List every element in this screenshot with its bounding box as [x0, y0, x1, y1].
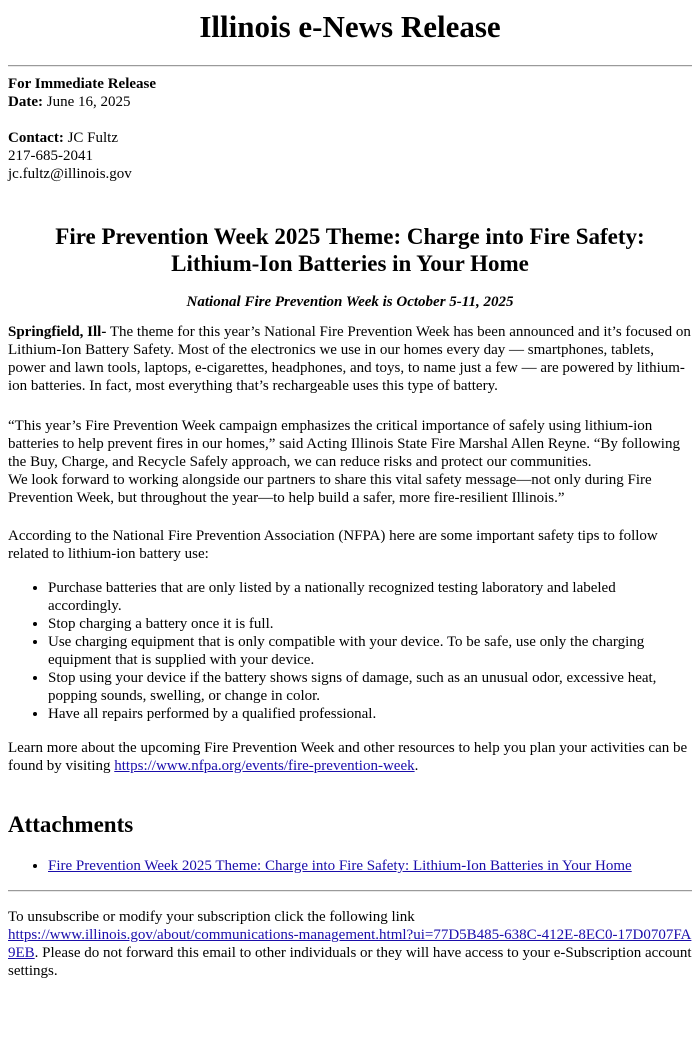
paragraph-1: Springfield, Ill- The theme for this year’s National Fire Prevention Week has been announced and it’s focused on Lithium-Ion Battery Safety. Most of the electronics we use in our homes every day — smartphones, tablets, power and lawn tools, laptops, e-cigarettes, headphones, and toys, to name just a few — are powered by lithium-ion batteries. In fact, most everything that’s rechargeable uses this type of battery. [8, 324, 691, 394]
page-title: Illinois e-News Release [199, 9, 501, 44]
list-item: • Use charging equipment that is only compatible with your device. To be safe, use only the charging equipment that is supplied with your device. [48, 633, 692, 669]
attachment-link[interactable]: Fire Prevention Week 2025 Theme: Charge into Fire Safety: Lithium-Ion Batteries in Your Home [48, 858, 632, 874]
contact-email: jc.fultz@illinois.gov [8, 166, 132, 182]
header-divider [8, 65, 692, 67]
unsubscribe-link[interactable]: https://www.illinois.gov/about/communications-management.html?ui=77D5B485-638C-412E-8EC0-17D0707FA9EB [8, 927, 692, 961]
contact-phone: 217-685-2041 [8, 148, 93, 164]
list-item: • Stop using your device if the battery shows signs of damage, such as an unusual odor, excessive heat, popping sounds, swelling, or change in color. [48, 669, 692, 705]
safety-tips-list [8, 579, 692, 723]
release-meta [8, 75, 692, 183]
release-label: For Immediate Release [8, 76, 157, 92]
contact-label: Contact: [8, 130, 64, 146]
footer-text: To unsubscribe or modify your subscription click the following link [8, 909, 415, 925]
date-label: Date: [8, 94, 43, 110]
paragraph-nfpa: According to the National Fire Prevention Association (NFPA) here are some important safety tips to follow related to lithium-ion battery use: [8, 528, 658, 562]
list-item: • Stop charging a battery once it is full. [48, 615, 692, 633]
paragraph-quote-continued: We look forward to working alongside our partners to share this vital safety message—not only during Fire Prevention Week, but throughout the year—to help build a safer, more fire-resilient Illinois.” [8, 472, 652, 506]
attachments-heading: Attachments [8, 812, 134, 837]
date-value: June 16, 2025 [42, 94, 131, 110]
article-headline: Fire Prevention Week 2025 Theme: Charge into Fire Safety: Lithium-Ion Batteries in Your Home [55, 224, 645, 276]
list-item: • Purchase batteries that are only listed by a nationally recognized testing laboratory and labeled accordingly. [48, 579, 692, 615]
article-subhead: National Fire Prevention Week is October 5-11, 2025 [186, 294, 514, 310]
paragraph-quote: “This year’s Fire Prevention Week campaign emphasizes the critical importance of safely using lithium-ion batteries to help prevent fires in our homes,” said Acting Illinois State Fire Marshal Allen Reyne. “By following the Buy, Charge, and Recycle Safely approach, we can reduce risks and protect our communities. [8, 418, 680, 470]
list-item [48, 857, 692, 875]
list-item: • Have all repairs performed by a qualified professional. [48, 705, 692, 723]
attachments-list [8, 857, 692, 875]
nfpa-link[interactable]: https://www.nfpa.org/events/fire-prevention-week [114, 758, 415, 774]
dateline: Springfield, Ill- [8, 324, 107, 340]
footer-text-2: . Please do not forward this email to other individuals or they will have access to your e-Subscription account settings. [8, 945, 692, 979]
footer-divider [8, 890, 692, 892]
paragraph-learn-more: Learn more about the upcoming Fire Prevention Week and other resources to help you plan your activities can be found by visiting https://www.nfpa.org/events/fire-prevention-week. [8, 740, 688, 774]
footer [8, 908, 692, 980]
contact-name: JC Fultz [63, 130, 119, 146]
